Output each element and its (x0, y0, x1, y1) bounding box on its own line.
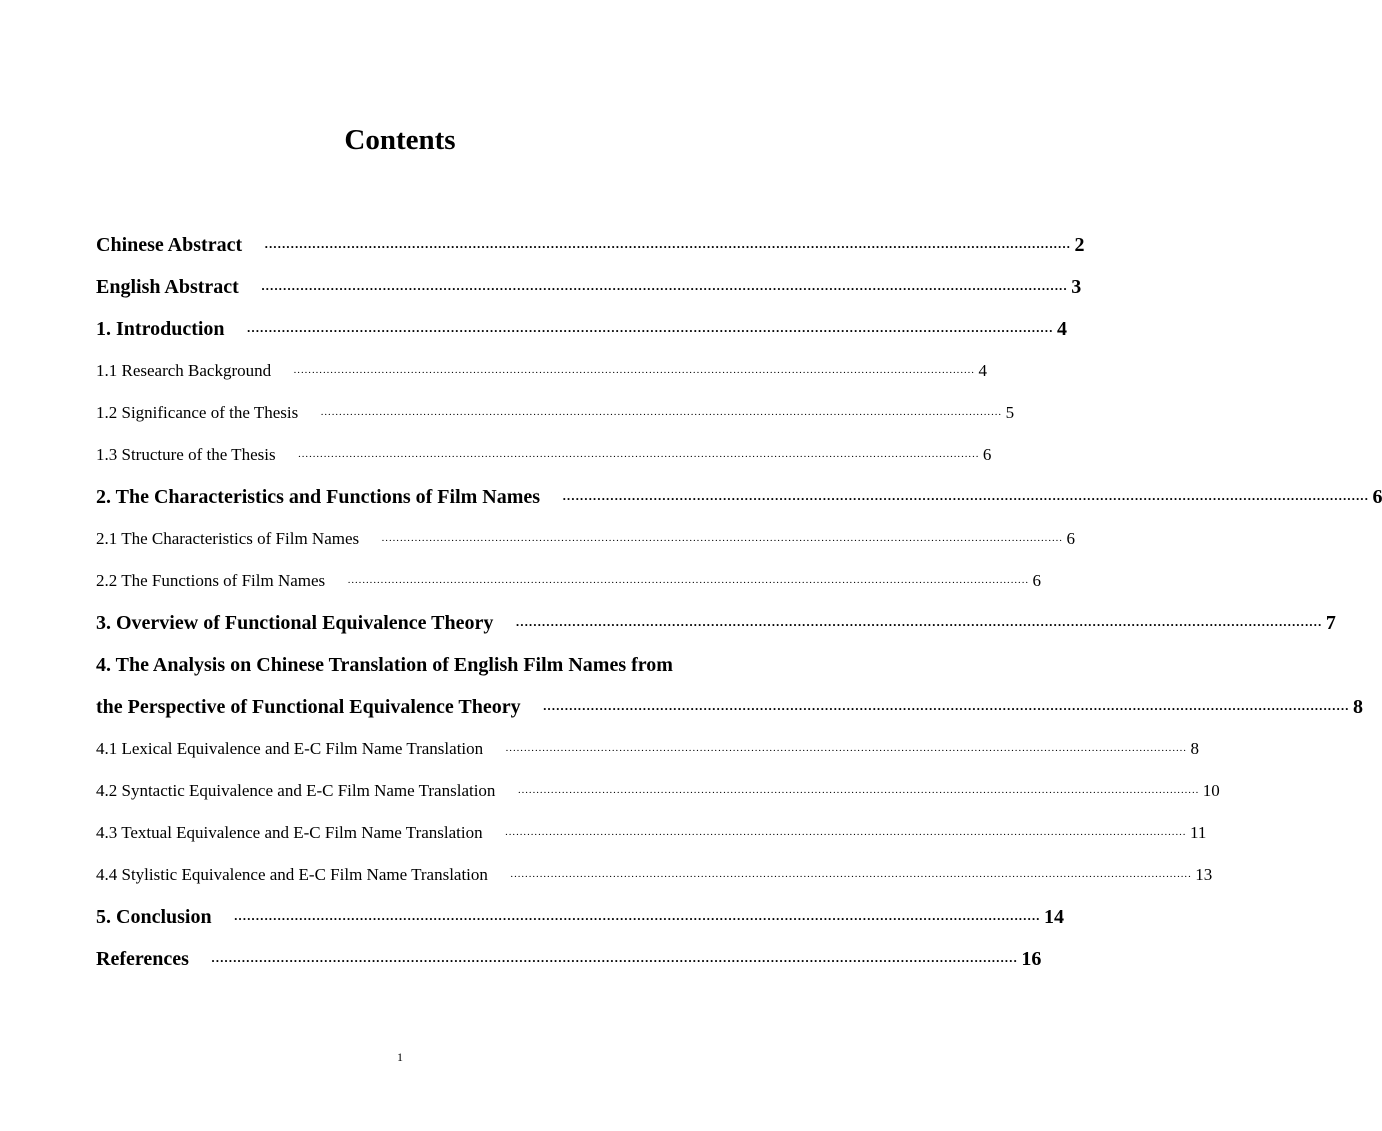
toc-entry-page: 11 (1189, 823, 1207, 842)
toc-entry-textual[interactable] (96, 812, 1207, 854)
toc-entry-chinese-abstract[interactable] (96, 224, 1085, 266)
toc-entry-structure[interactable] (96, 434, 992, 476)
toc-leader-dots: ·························································································································································································· (517, 787, 1199, 799)
toc-entry-label: English Abstract (96, 276, 239, 298)
toc-entry-label: 1.1 Research Background (96, 361, 272, 380)
toc-entry-label: 1.3 Structure of the Thesis (96, 445, 276, 464)
toc-entry-page: 4 (1056, 318, 1067, 340)
toc-entry-conclusion[interactable] (96, 896, 1064, 938)
toc-leader-dots: ·························································································································································································· (504, 829, 1186, 841)
toc-entry-page: 4 (978, 361, 987, 380)
toc-entry-page: 6 (1066, 529, 1075, 548)
toc-entry-label: 2. The Characteristics and Functions of Film Names (96, 486, 541, 508)
toc-entry-research-background[interactable] (96, 350, 987, 392)
toc-leader-dots: ·························································································································································································· (233, 911, 1040, 926)
toc-entry-page: 3 (1071, 276, 1082, 298)
toc-entry-functions[interactable] (96, 560, 1042, 602)
toc-entry-introduction[interactable] (96, 308, 1067, 350)
toc-leader-dots: ·························································································································································································· (320, 409, 1002, 421)
toc-entry-references[interactable] (96, 938, 1042, 980)
toc-entry-syntactic[interactable] (96, 770, 1220, 812)
toc-entry-characteristics-functions[interactable] (96, 476, 1382, 518)
toc-entry-page: 16 (1021, 948, 1042, 970)
toc-entry-label: 4.2 Syntactic Equivalence and E-C Film Name Translation (96, 781, 496, 800)
toc-entry-page: 10 (1202, 781, 1220, 800)
toc-entry-label: 3. Overview of Functional Equivalence Theory (96, 612, 494, 634)
toc-entry-label: 4.4 Stylistic Equivalence and E-C Film Name Translation (96, 865, 488, 884)
toc-entry-label-line2: the Perspective of Functional Equivalence Theory (96, 696, 521, 718)
toc-leader-dots: ·························································································································································································· (542, 701, 1349, 716)
page-title: Contents (344, 124, 456, 156)
toc-leader-dots: ·························································································································································································· (297, 451, 979, 463)
toc-leader-dots: ·························································································································································································· (210, 953, 1018, 968)
toc-entry-overview[interactable] (96, 602, 1336, 644)
toc-entry-page: 6 (1372, 486, 1382, 508)
table-of-contents (96, 224, 1382, 980)
toc-entry-english-abstract[interactable] (96, 266, 1082, 308)
toc-entry-significance[interactable] (96, 392, 1015, 434)
toc-entry-label: 2.1 The Characteristics of Film Names (96, 529, 360, 548)
toc-leader-dots: ·························································································································································································· (562, 491, 1369, 506)
toc-entry-page: 6 (1032, 571, 1042, 590)
page-number: 1 (397, 1050, 403, 1064)
toc-leader-dots: ·························································································································································································· (264, 239, 1071, 254)
toc-leader-dots: ·························································································································································································· (509, 871, 1192, 883)
toc-entry-page: 14 (1044, 906, 1064, 928)
toc-entry-page: 8 (1190, 739, 1199, 758)
toc-leader-dots: ·························································································································································································· (347, 577, 1029, 589)
toc-entry-label: 1.2 Significance of the Thesis (96, 403, 299, 422)
toc-leader-dots: ·························································································································································································· (505, 745, 1187, 757)
toc-entry-characteristics[interactable] (96, 518, 1075, 560)
toc-entry-page: 13 (1195, 865, 1213, 884)
toc-entry-label: Chinese Abstract (96, 234, 243, 256)
toc-entry-label: 1. Introduction (96, 318, 225, 340)
toc-entry-page: 5 (1005, 403, 1015, 422)
toc-entry-lexical[interactable] (96, 728, 1199, 770)
toc-entry-label: 5. Conclusion (96, 906, 212, 928)
toc-leader-dots: ·························································································································································································· (260, 281, 1068, 296)
toc-entry-page: 7 (1325, 612, 1336, 634)
toc-leader-dots: ·························································································································································································· (293, 367, 975, 379)
toc-leader-dots: ·························································································································································································· (515, 617, 1322, 632)
toc-entry-page: 2 (1074, 234, 1085, 256)
toc-leader-dots: ·························································································································································································· (381, 535, 1063, 547)
toc-entry-label: 4.3 Textual Equivalence and E-C Film Name Translation (96, 823, 483, 842)
toc-entry-label: 4.1 Lexical Equivalence and E-C Film Name Translation (96, 739, 484, 758)
toc-entry-page: 6 (982, 445, 992, 464)
toc-entry-stylistic[interactable] (96, 854, 1213, 896)
toc-entry-analysis[interactable] (96, 644, 1363, 728)
toc-entry-label: 2.2 The Functions of Film Names (96, 571, 326, 590)
toc-entry-label-line1: 4. The Analysis on Chinese Translation of English Film Names from (96, 654, 673, 676)
toc-entry-label: References (96, 948, 189, 970)
toc-entry-page: 8 (1353, 696, 1363, 718)
toc-leader-dots: ·························································································································································································· (246, 323, 1053, 338)
